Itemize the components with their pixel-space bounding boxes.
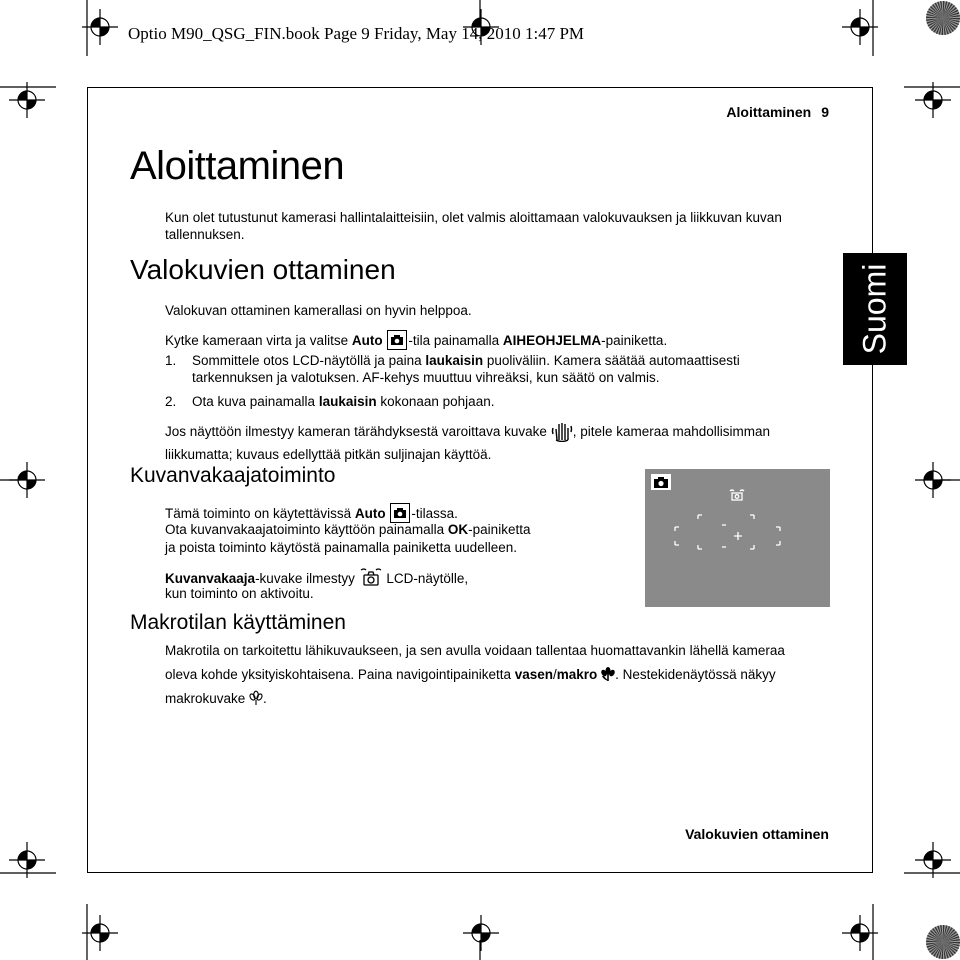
camera-mode-icon	[387, 330, 407, 350]
color-wheel	[926, 925, 960, 959]
section-heading-valokuvien: Valokuvien ottaminen	[130, 254, 396, 285]
language-tab-label: Suomi	[856, 263, 893, 355]
section2-paragraph-1: Tämä toiminto on käytettävissä Auto -tilassa.	[165, 503, 458, 523]
section3-line-1: Makrotila on tarkoitettu lähikuvaukseen, ja sen avulla voidaan tallentaa huomattavankin lähellä kameraa	[165, 643, 785, 658]
lcd-preview	[645, 469, 830, 607]
shake-warning-hand-icon	[551, 420, 573, 446]
footer-section-title: Valokuvien ottaminen	[685, 826, 829, 842]
page-number: 9	[821, 104, 829, 120]
running-head-title: Aloittaminen	[726, 104, 812, 120]
step-2: 2. Ota kuva painamalla laukaisin kokonaan pohjaan.	[165, 394, 495, 409]
camera-mode-icon	[390, 503, 410, 523]
color-wheel	[926, 1, 960, 35]
section1-paragraph-3: Jos näyttöön ilmestyy kameran tärähdyksestä varoittava kuvake , pitele kameraa mahdollisimman liikkumatta; kuvaus edellyttää pitkän suljinajan käyttöä.	[165, 420, 820, 463]
section2-paragraph-4: Kuvanvakaaja-kuvake ilmestyy LCD-näytölle,	[165, 567, 468, 593]
section2-paragraph-5: kun toiminto on aktivoitu.	[165, 586, 314, 601]
running-head	[726, 104, 829, 120]
book-header: Optio M90_QSG_FIN.book Page 9 Friday, May 14, 2010 1:47 PM	[128, 24, 585, 43]
section-heading-makro: Makrotilan käyttäminen	[130, 611, 346, 634]
section2-paragraph-2: Ota kuvanvakaajatoiminto käyttöön painamalla OK-painiketta	[165, 522, 531, 537]
stabilizer-icon	[359, 567, 383, 593]
page-title: Aloittaminen	[130, 144, 345, 188]
section-heading-kuvanvakaaja: Kuvanvakaajatoiminto	[130, 464, 336, 487]
af-frame	[645, 469, 830, 607]
section1-paragraph-1: Valokuvan ottaminen kamerallasi on hyvin helppoa.	[165, 303, 472, 318]
section3-line-2: oleva kohde yksityiskohtaisena. Paina navigointipainiketta vasen/makro . Nestekidenäytössä näkyy	[165, 666, 776, 686]
section3-line-3: makrokuvake .	[165, 690, 267, 710]
section1-paragraph-2: Kytke kameraan virta ja valitse Auto -tila painamalla AIHEOHJELMA-painiketta.	[165, 330, 667, 350]
intro-paragraph: Kun olet tutustunut kamerasi hallintalaitteisiin, olet valmis aloittamaan valokuvauksen ja liikkuvan kuvan tallennuksen.	[165, 210, 782, 242]
section2-paragraph-3: ja poista toiminto käytöstä painamalla painiketta uudelleen.	[165, 540, 517, 555]
macro-flower-icon	[249, 690, 263, 710]
language-tab	[843, 253, 907, 365]
macro-flower-icon	[601, 666, 615, 686]
step-1: 1. Sommittele otos LCD-näytöllä ja paina laukaisin puoliväliin. Kamera säätää automaattisesti tarkennuksen ja valotuksen. AF-kehys muuttuu vihreäksi, kun säätö on valmis.	[165, 353, 740, 385]
